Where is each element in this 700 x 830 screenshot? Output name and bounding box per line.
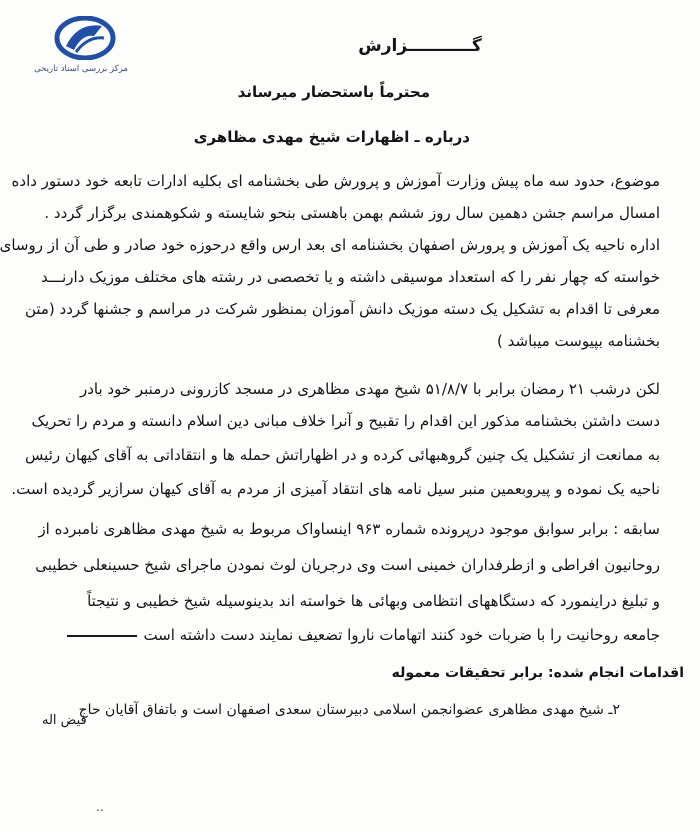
actions-label: اقدامات انجام شده: برابر تحقیقات معموله [391,665,684,681]
body-line: سابقه : برابر سوابق موجود درپرونده شماره ۹۶۳ اینساواک مربوط به شیخ مهدی مظاهری نامبرده از [38,520,660,538]
trailing-dash [67,635,137,637]
body-line: معرفی تا اقدام به تشکیل یک دسته موزیک دانش آموزان بمنظور شرکت در مراسم و جشنها گردد (متن [24,300,660,318]
body-line: ناحیه یک نموده و پیروبعمین منبر سیل نامه های انتقاد آمیزی از مردم به آقای کیهان سرازیر گردیده است. [11,480,660,498]
action-item-2-tail: فیض اله [42,713,87,728]
report-subject: درباره ـ اظهارات شیخ مهدی مظاهری [193,128,470,146]
body-line: به ممانعت از تشکیل یک چنین گروهبهائی کرده و در اظهاراتش حمله ها و انتقاداتی به آقای کیهان رئیس [25,446,660,464]
body-line: خواسته که چهار نفر را که استعداد موسیقی داشته و یا تخصصی در رشته های مختلف موزیک دارنـــد [41,268,660,286]
body-line: اداره ناحیه یک آموزش و پرورش اصفهان بخشنامه ای بعد ارس واقع درحوزه خود صادر و طی آن از روسای [0,236,660,254]
body-line-last [67,624,660,646]
body-line: لکن درشب ۲۱ رمضان برابر با ۵۱/۸/۷ شیخ مهدی مظاهری در مسجد کازرونی درمنبر خود بادر [79,380,660,398]
archive-logo-text: مرکز بررسی اسناد تاریخی [34,64,128,74]
body-line: بخشنامه بپیوست میباشد ) [497,332,660,350]
salutation: محترماً باستحضار میرساند [237,83,430,101]
archive-emblem-icon [54,16,116,60]
body-line: موضوع، حدود سه ماه پیش وزارت آموزش و پرورش طی بخشنامه ای بکلیه ادارات تابعه خود دستور داده [11,172,660,190]
report-title: گـــــــــــزارش [358,36,482,56]
action-item-2: ۲ـ شیخ مهدی مظاهری عضوانجمن اسلامی دبیرستان سعدی اصفهان است و باتفاق آقایان حاج [78,702,620,718]
archive-logo [22,16,140,76]
body-line-text: جامعه روحانیت را با ضربات خود کنند اتهامات ناروا تضعیف نمایند دست داشته است [143,626,660,644]
body-line: روحانیون افراطی و ازطرفداران خمینی است وی درجریان لوث نمودن ماجرای شیخ حسینعلی خطیبی [35,556,660,574]
body-line: و تبلیغ دراینمورد که دستگاههای انتظامی وبهائی ها خواسته اند بدینوسیله شیخ خطیبی و نتیجتاً [87,592,660,610]
body-line: امسال مراسم جشن دهمین سال روز ششم بهمن باهستی بنحو شایسته و شکوهمندی برگزار گردد . [44,204,660,222]
footer-marks: .. [96,800,104,814]
body-line: دست داشتن بخشنامه مذکور این اقدام را تقبیح و آنرا خلاف مبانی دین اسلام دانسته و مردم را تحریک [31,412,660,430]
